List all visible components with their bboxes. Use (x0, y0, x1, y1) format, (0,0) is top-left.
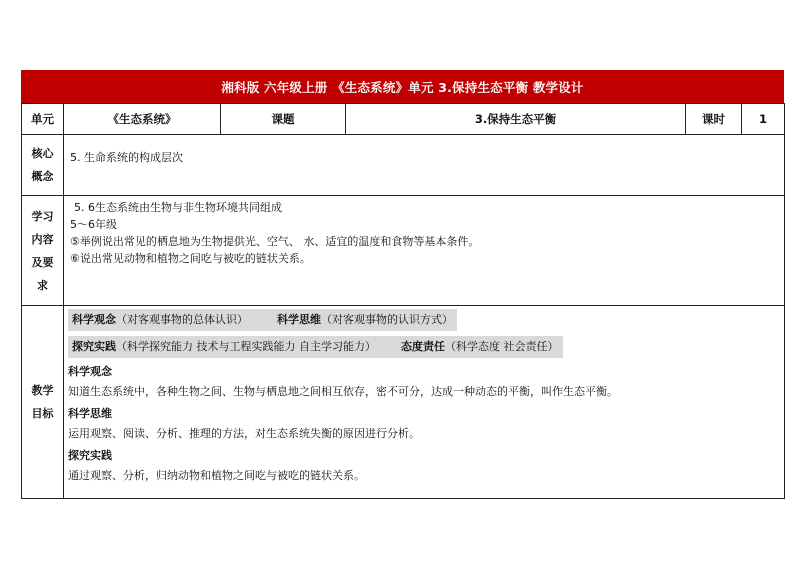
requirement-line: 5～6年级 (70, 218, 117, 231)
goal-section-text: 知道生态系统中，各种生物之间、生物与栖息地之间相互依存，密不可分，达成一种动态的平衡，叫作生态平衡。 (68, 385, 618, 398)
dimension-desc: （科学态度 社会责任） (445, 340, 559, 353)
core-label-line: 概念 (31, 170, 54, 183)
requirement-line: ⑤举例说出常见的栖息地为生物提供光、空气、 水、适宜的温度和食物等基本条件。 (70, 235, 480, 248)
teaching-goals-row (22, 306, 785, 499)
core-concept-label (22, 135, 64, 196)
core-concept-text: 5. 生命系统的构成层次 (64, 135, 785, 196)
lesson-value: 3.保持生态平衡 (346, 104, 686, 135)
goal-label-line: 目标 (31, 407, 54, 420)
teaching-goals-content (64, 306, 785, 499)
requirements-text (64, 196, 785, 306)
goal-section-title: 科学观念 (68, 365, 112, 378)
document-title: 湘科版 六年级上册 《生态系统》单元 3.保持生态平衡 教学设计 (21, 70, 784, 103)
core-label-line: 核心 (31, 147, 54, 160)
lesson-label: 课题 (221, 104, 346, 135)
goal-dimensions-row-2 (68, 336, 563, 358)
core-concept-row (22, 135, 785, 196)
requirement-line: 5. 6生态系统由生物与非生物环境共同组成 (74, 201, 282, 214)
dimension-desc: （科学探究能力 技术与工程实践能力 自主学习能力） (116, 340, 376, 353)
requirement-line: ⑥说出常见动物和植物之间吃与被吃的链状关系。 (70, 252, 311, 265)
requirements-label (22, 196, 64, 306)
goal-section-title: 探究实践 (68, 449, 112, 462)
goal-label-line: 教学 (31, 384, 54, 397)
unit-label: 单元 (22, 104, 64, 135)
req-label-line: 内容 (31, 232, 54, 246)
dimension-name: 科学思维 (277, 313, 321, 326)
goal-dimensions-row-1 (68, 309, 457, 331)
dimension-name: 探究实践 (72, 340, 116, 353)
goal-section-text: 通过观察、分析，归纳动物和植物之间吃与被吃的链状关系。 (68, 469, 365, 482)
dimension-desc: （对客观事物的总体认识） (116, 313, 248, 326)
req-label-line: 求 (37, 278, 48, 292)
teaching-goals-label (22, 306, 64, 499)
header-row (22, 104, 785, 135)
dimension-name: 态度责任 (401, 340, 445, 353)
hours-label: 课时 (686, 104, 742, 135)
lesson-plan-table (21, 103, 785, 499)
hours-value: 1 (742, 104, 785, 135)
goal-section-text: 运用观察、阅读、分析、推理的方法，对生态系统失衡的原因进行分析。 (68, 427, 420, 440)
requirements-row (22, 196, 785, 306)
req-label-line: 学习 (31, 209, 54, 223)
dimension-desc: （对客观事物的认识方式） (321, 313, 453, 326)
req-label-line: 及要 (31, 255, 54, 269)
goal-section-title: 科学思维 (68, 407, 112, 420)
dimension-name: 科学观念 (72, 313, 116, 326)
lesson-plan-document (21, 70, 784, 499)
unit-value: 《生态系统》 (64, 104, 221, 135)
